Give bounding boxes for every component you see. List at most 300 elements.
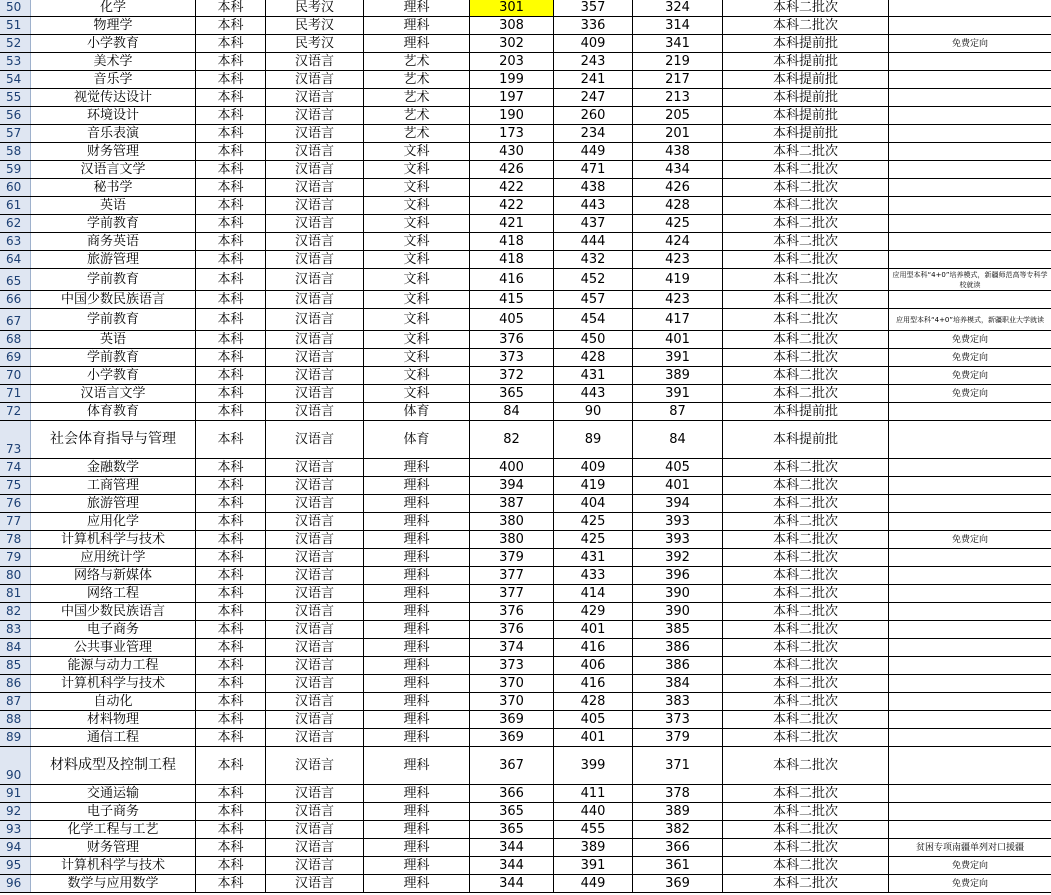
row-header[interactable]: 79 xyxy=(0,549,31,566)
table-row[interactable] xyxy=(0,675,1051,693)
row-header[interactable]: 80 xyxy=(0,567,31,584)
min-score-cell[interactable]: 426 xyxy=(470,161,554,178)
language-cell[interactable]: 汉语言 xyxy=(266,233,364,250)
batch-cell[interactable]: 本科二批次 xyxy=(723,513,889,530)
language-cell[interactable]: 汉语言 xyxy=(266,729,364,746)
level-cell[interactable]: 本科 xyxy=(196,179,266,196)
language-cell[interactable]: 汉语言 xyxy=(266,477,364,494)
row-header[interactable]: 52 xyxy=(0,35,31,52)
level-cell[interactable]: 本科 xyxy=(196,675,266,692)
min-score-cell[interactable]: 379 xyxy=(470,549,554,566)
level-cell[interactable]: 本科 xyxy=(196,785,266,802)
category-cell[interactable]: 理科 xyxy=(364,495,470,512)
category-cell[interactable]: 文科 xyxy=(364,331,470,348)
note-cell[interactable] xyxy=(889,621,1051,638)
avg-score-cell[interactable]: 373 xyxy=(633,711,723,728)
table-row[interactable] xyxy=(0,331,1051,349)
table-row[interactable] xyxy=(0,197,1051,215)
row-header[interactable]: 62 xyxy=(0,215,31,232)
category-cell[interactable]: 理科 xyxy=(364,711,470,728)
max-score-cell[interactable]: 405 xyxy=(554,711,633,728)
batch-cell[interactable]: 本科二批次 xyxy=(723,331,889,348)
table-row[interactable] xyxy=(0,839,1051,857)
major-cell[interactable]: 通信工程 xyxy=(31,729,196,746)
major-cell[interactable]: 物理学 xyxy=(31,17,196,34)
batch-cell[interactable]: 本科二批次 xyxy=(723,215,889,232)
table-row[interactable] xyxy=(0,269,1051,291)
min-score-cell[interactable]: 82 xyxy=(470,421,554,458)
batch-cell[interactable]: 本科二批次 xyxy=(723,567,889,584)
row-header[interactable]: 93 xyxy=(0,821,31,838)
batch-cell[interactable]: 本科二批次 xyxy=(723,385,889,402)
level-cell[interactable]: 本科 xyxy=(196,251,266,268)
max-score-cell[interactable]: 416 xyxy=(554,675,633,692)
row-header[interactable]: 89 xyxy=(0,729,31,746)
row-header[interactable]: 54 xyxy=(0,71,31,88)
row-header[interactable]: 65 xyxy=(0,269,31,290)
min-score-cell[interactable]: 394 xyxy=(470,477,554,494)
level-cell[interactable]: 本科 xyxy=(196,477,266,494)
language-cell[interactable]: 汉语言 xyxy=(266,711,364,728)
table-row[interactable] xyxy=(0,251,1051,269)
language-cell[interactable]: 汉语言 xyxy=(266,331,364,348)
avg-score-cell[interactable]: 423 xyxy=(633,291,723,308)
major-cell[interactable]: 财务管理 xyxy=(31,839,196,856)
level-cell[interactable]: 本科 xyxy=(196,0,266,16)
table-row[interactable] xyxy=(0,125,1051,143)
row-header[interactable]: 90 xyxy=(0,747,31,784)
category-cell[interactable]: 文科 xyxy=(364,215,470,232)
row-header[interactable]: 60 xyxy=(0,179,31,196)
note-cell[interactable] xyxy=(889,233,1051,250)
min-score-cell[interactable]: 308 xyxy=(470,17,554,34)
avg-score-cell[interactable]: 390 xyxy=(633,585,723,602)
avg-score-cell[interactable]: 423 xyxy=(633,251,723,268)
major-cell[interactable]: 应用化学 xyxy=(31,513,196,530)
language-cell[interactable]: 汉语言 xyxy=(266,531,364,548)
level-cell[interactable]: 本科 xyxy=(196,331,266,348)
min-score-cell[interactable]: 344 xyxy=(470,875,554,892)
major-cell[interactable]: 计算机科学与技术 xyxy=(31,857,196,874)
level-cell[interactable]: 本科 xyxy=(196,803,266,820)
min-score-cell[interactable]: 344 xyxy=(470,839,554,856)
level-cell[interactable]: 本科 xyxy=(196,603,266,620)
table-row[interactable] xyxy=(0,349,1051,367)
major-cell[interactable]: 商务英语 xyxy=(31,233,196,250)
language-cell[interactable]: 汉语言 xyxy=(266,803,364,820)
row-header[interactable]: 66 xyxy=(0,291,31,308)
batch-cell[interactable]: 本科二批次 xyxy=(723,603,889,620)
min-score-cell[interactable]: 199 xyxy=(470,71,554,88)
level-cell[interactable]: 本科 xyxy=(196,821,266,838)
category-cell[interactable]: 艺术 xyxy=(364,71,470,88)
avg-score-cell[interactable]: 386 xyxy=(633,639,723,656)
row-header[interactable]: 67 xyxy=(0,309,31,330)
table-row[interactable] xyxy=(0,477,1051,495)
max-score-cell[interactable]: 401 xyxy=(554,621,633,638)
batch-cell[interactable]: 本科提前批 xyxy=(723,53,889,70)
row-header[interactable]: 76 xyxy=(0,495,31,512)
level-cell[interactable]: 本科 xyxy=(196,269,266,290)
avg-score-cell[interactable]: 84 xyxy=(633,421,723,458)
table-row[interactable] xyxy=(0,35,1051,53)
note-cell[interactable] xyxy=(889,803,1051,820)
language-cell[interactable]: 汉语言 xyxy=(266,839,364,856)
avg-score-cell[interactable]: 426 xyxy=(633,179,723,196)
max-score-cell[interactable]: 455 xyxy=(554,821,633,838)
max-score-cell[interactable]: 454 xyxy=(554,309,633,330)
note-cell[interactable]: 免费定向 xyxy=(951,534,988,545)
batch-cell[interactable]: 本科二批次 xyxy=(723,367,889,384)
note-cell[interactable] xyxy=(889,585,1051,602)
batch-cell[interactable]: 本科二批次 xyxy=(723,585,889,602)
row-header[interactable]: 75 xyxy=(0,477,31,494)
major-cell[interactable]: 学前教育 xyxy=(31,309,196,330)
min-score-cell[interactable]: 422 xyxy=(470,179,554,196)
category-cell[interactable]: 艺术 xyxy=(364,89,470,106)
major-cell[interactable]: 中国少数民族语言 xyxy=(31,603,196,620)
row-header[interactable]: 74 xyxy=(0,459,31,476)
avg-score-cell[interactable]: 201 xyxy=(633,125,723,142)
major-cell[interactable]: 网络与新媒体 xyxy=(31,567,196,584)
batch-cell[interactable]: 本科提前批 xyxy=(723,35,889,52)
max-score-cell[interactable]: 450 xyxy=(554,331,633,348)
batch-cell[interactable]: 本科二批次 xyxy=(723,197,889,214)
table-row[interactable] xyxy=(0,857,1051,875)
table-row[interactable] xyxy=(0,0,1051,17)
avg-score-cell[interactable]: 389 xyxy=(633,367,723,384)
table-row[interactable] xyxy=(0,367,1051,385)
table-row[interactable] xyxy=(0,309,1051,331)
note-cell[interactable] xyxy=(889,693,1051,710)
batch-cell[interactable]: 本科二批次 xyxy=(723,477,889,494)
table-row[interactable] xyxy=(0,459,1051,477)
table-row[interactable] xyxy=(0,53,1051,71)
batch-cell[interactable]: 本科二批次 xyxy=(723,531,889,548)
min-score-cell[interactable]: 370 xyxy=(470,675,554,692)
major-cell[interactable]: 美术学 xyxy=(31,53,196,70)
max-score-cell[interactable]: 457 xyxy=(554,291,633,308)
note-cell[interactable]: 贫困专项南疆单列对口援疆 xyxy=(915,842,1024,853)
note-cell[interactable] xyxy=(889,89,1051,106)
max-score-cell[interactable]: 428 xyxy=(554,693,633,710)
language-cell[interactable]: 汉语言 xyxy=(266,385,364,402)
table-row[interactable] xyxy=(0,821,1051,839)
category-cell[interactable]: 理科 xyxy=(364,513,470,530)
avg-score-cell[interactable]: 324 xyxy=(633,0,723,16)
avg-score-cell[interactable]: 401 xyxy=(633,477,723,494)
max-score-cell[interactable]: 404 xyxy=(554,495,633,512)
note-cell[interactable]: 应用型本科“4+0”培养模式，新疆师范高等专科学校就读 xyxy=(892,270,1048,289)
category-cell[interactable]: 理科 xyxy=(364,729,470,746)
language-cell[interactable]: 汉语言 xyxy=(266,349,364,366)
table-row[interactable] xyxy=(0,531,1051,549)
max-score-cell[interactable]: 411 xyxy=(554,785,633,802)
language-cell[interactable]: 汉语言 xyxy=(266,603,364,620)
max-score-cell[interactable]: 449 xyxy=(554,143,633,160)
avg-score-cell[interactable]: 205 xyxy=(633,107,723,124)
table-row[interactable] xyxy=(0,603,1051,621)
min-score-cell[interactable]: 422 xyxy=(470,197,554,214)
language-cell[interactable]: 汉语言 xyxy=(266,747,364,784)
min-score-cell[interactable]: 365 xyxy=(470,821,554,838)
max-score-cell[interactable]: 336 xyxy=(554,17,633,34)
category-cell[interactable]: 理科 xyxy=(364,585,470,602)
major-cell[interactable]: 交通运输 xyxy=(31,785,196,802)
table-row[interactable] xyxy=(0,639,1051,657)
table-row[interactable] xyxy=(0,71,1051,89)
max-score-cell[interactable]: 437 xyxy=(554,215,633,232)
note-cell[interactable] xyxy=(889,603,1051,620)
batch-cell[interactable]: 本科二批次 xyxy=(723,711,889,728)
note-cell[interactable]: 应用型本科“4+0”培养模式，新疆职业大学就读 xyxy=(895,315,1045,324)
table-row[interactable] xyxy=(0,161,1051,179)
avg-score-cell[interactable]: 361 xyxy=(633,857,723,874)
min-score-cell[interactable]: 84 xyxy=(470,403,554,420)
language-cell[interactable]: 汉语言 xyxy=(266,821,364,838)
note-cell[interactable] xyxy=(889,107,1051,124)
row-header[interactable]: 92 xyxy=(0,803,31,820)
major-cell[interactable]: 汉语言文学 xyxy=(31,385,196,402)
table-row[interactable] xyxy=(0,785,1051,803)
language-cell[interactable]: 汉语言 xyxy=(266,71,364,88)
language-cell[interactable]: 汉语言 xyxy=(266,143,364,160)
max-score-cell[interactable]: 438 xyxy=(554,179,633,196)
min-score-cell[interactable]: 365 xyxy=(470,385,554,402)
note-cell[interactable] xyxy=(889,0,1051,16)
major-cell[interactable]: 财务管理 xyxy=(31,143,196,160)
batch-cell[interactable]: 本科二批次 xyxy=(723,729,889,746)
major-cell[interactable]: 汉语言文学 xyxy=(31,161,196,178)
row-header[interactable]: 81 xyxy=(0,585,31,602)
language-cell[interactable]: 汉语言 xyxy=(266,639,364,656)
avg-score-cell[interactable]: 369 xyxy=(633,875,723,892)
category-cell[interactable]: 理科 xyxy=(364,0,470,16)
table-row[interactable] xyxy=(0,179,1051,197)
max-score-cell[interactable]: 440 xyxy=(554,803,633,820)
level-cell[interactable]: 本科 xyxy=(196,385,266,402)
row-header[interactable]: 53 xyxy=(0,53,31,70)
batch-cell[interactable]: 本科二批次 xyxy=(723,621,889,638)
language-cell[interactable]: 汉语言 xyxy=(266,693,364,710)
major-cell[interactable]: 材料成型及控制工程 xyxy=(31,747,196,784)
major-cell[interactable]: 中国少数民族语言 xyxy=(31,291,196,308)
language-cell[interactable]: 民考汉 xyxy=(266,17,364,34)
note-cell[interactable] xyxy=(889,251,1051,268)
category-cell[interactable]: 理科 xyxy=(364,785,470,802)
avg-score-cell[interactable]: 393 xyxy=(633,513,723,530)
max-score-cell[interactable]: 429 xyxy=(554,603,633,620)
language-cell[interactable]: 汉语言 xyxy=(266,53,364,70)
level-cell[interactable]: 本科 xyxy=(196,349,266,366)
min-score-cell[interactable]: 373 xyxy=(470,349,554,366)
avg-score-cell[interactable]: 217 xyxy=(633,71,723,88)
avg-score-cell[interactable]: 389 xyxy=(633,803,723,820)
max-score-cell[interactable]: 431 xyxy=(554,367,633,384)
min-score-cell[interactable]: 302 xyxy=(470,35,554,52)
row-header[interactable]: 72 xyxy=(0,403,31,420)
row-header[interactable]: 94 xyxy=(0,839,31,856)
language-cell[interactable]: 民考汉 xyxy=(266,0,364,16)
note-cell[interactable] xyxy=(889,711,1051,728)
table-row[interactable] xyxy=(0,513,1051,531)
major-cell[interactable]: 计算机科学与技术 xyxy=(31,675,196,692)
batch-cell[interactable]: 本科二批次 xyxy=(723,803,889,820)
avg-score-cell[interactable]: 341 xyxy=(633,35,723,52)
major-cell[interactable]: 旅游管理 xyxy=(31,251,196,268)
table-row[interactable] xyxy=(0,803,1051,821)
avg-score-cell[interactable]: 371 xyxy=(633,747,723,784)
row-header[interactable]: 61 xyxy=(0,197,31,214)
batch-cell[interactable]: 本科二批次 xyxy=(723,857,889,874)
level-cell[interactable]: 本科 xyxy=(196,107,266,124)
avg-score-cell[interactable]: 425 xyxy=(633,215,723,232)
avg-score-cell[interactable]: 385 xyxy=(633,621,723,638)
language-cell[interactable]: 汉语言 xyxy=(266,89,364,106)
level-cell[interactable]: 本科 xyxy=(196,839,266,856)
min-score-cell[interactable]: 370 xyxy=(470,693,554,710)
category-cell[interactable]: 文科 xyxy=(364,161,470,178)
min-score-cell[interactable]: 415 xyxy=(470,291,554,308)
max-score-cell[interactable]: 409 xyxy=(554,35,633,52)
level-cell[interactable]: 本科 xyxy=(196,567,266,584)
max-score-cell[interactable]: 432 xyxy=(554,251,633,268)
note-cell[interactable] xyxy=(889,785,1051,802)
major-cell[interactable]: 小学教育 xyxy=(31,35,196,52)
note-cell[interactable]: 免费定向 xyxy=(951,38,988,49)
row-header[interactable]: 83 xyxy=(0,621,31,638)
level-cell[interactable]: 本科 xyxy=(196,693,266,710)
avg-score-cell[interactable]: 419 xyxy=(633,269,723,290)
min-score-cell[interactable]: 400 xyxy=(470,459,554,476)
min-score-cell[interactable]: 365 xyxy=(470,803,554,820)
category-cell[interactable]: 理科 xyxy=(364,857,470,874)
major-cell[interactable]: 学前教育 xyxy=(31,215,196,232)
row-header[interactable]: 95 xyxy=(0,857,31,874)
batch-cell[interactable]: 本科二批次 xyxy=(723,291,889,308)
category-cell[interactable]: 理科 xyxy=(364,603,470,620)
note-cell[interactable]: 免费定向 xyxy=(951,388,988,399)
table-row[interactable] xyxy=(0,657,1051,675)
batch-cell[interactable]: 本科二批次 xyxy=(723,251,889,268)
level-cell[interactable]: 本科 xyxy=(196,215,266,232)
level-cell[interactable]: 本科 xyxy=(196,459,266,476)
note-cell[interactable] xyxy=(889,513,1051,530)
level-cell[interactable]: 本科 xyxy=(196,711,266,728)
min-score-cell[interactable]: 405 xyxy=(470,309,554,330)
max-score-cell[interactable]: 419 xyxy=(554,477,633,494)
category-cell[interactable]: 文科 xyxy=(364,251,470,268)
batch-cell[interactable]: 本科提前批 xyxy=(723,125,889,142)
row-header[interactable]: 57 xyxy=(0,125,31,142)
row-header[interactable]: 64 xyxy=(0,251,31,268)
avg-score-cell[interactable]: 417 xyxy=(633,309,723,330)
table-row[interactable] xyxy=(0,621,1051,639)
min-score-cell[interactable]: 373 xyxy=(470,657,554,674)
table-row[interactable] xyxy=(0,107,1051,125)
table-row[interactable] xyxy=(0,693,1051,711)
level-cell[interactable]: 本科 xyxy=(196,585,266,602)
category-cell[interactable]: 艺术 xyxy=(364,107,470,124)
category-cell[interactable]: 文科 xyxy=(364,233,470,250)
batch-cell[interactable]: 本科二批次 xyxy=(723,179,889,196)
max-score-cell[interactable]: 471 xyxy=(554,161,633,178)
note-cell[interactable] xyxy=(889,71,1051,88)
table-row[interactable] xyxy=(0,215,1051,233)
level-cell[interactable]: 本科 xyxy=(196,875,266,892)
category-cell[interactable]: 理科 xyxy=(364,477,470,494)
major-cell[interactable]: 电子商务 xyxy=(31,803,196,820)
major-cell[interactable]: 电子商务 xyxy=(31,621,196,638)
min-score-cell[interactable]: 376 xyxy=(470,331,554,348)
max-score-cell[interactable]: 433 xyxy=(554,567,633,584)
min-score-cell[interactable]: 430 xyxy=(470,143,554,160)
min-score-cell[interactable]: 366 xyxy=(470,785,554,802)
major-cell[interactable]: 数学与应用数学 xyxy=(31,875,196,892)
level-cell[interactable]: 本科 xyxy=(196,657,266,674)
level-cell[interactable]: 本科 xyxy=(196,89,266,106)
max-score-cell[interactable]: 389 xyxy=(554,839,633,856)
min-score-cell[interactable]: 301 xyxy=(470,0,554,16)
note-cell[interactable]: 免费定向 xyxy=(951,878,988,889)
table-row[interactable] xyxy=(0,403,1051,421)
row-header[interactable]: 84 xyxy=(0,639,31,656)
note-cell[interactable] xyxy=(889,459,1051,476)
level-cell[interactable]: 本科 xyxy=(196,291,266,308)
max-score-cell[interactable]: 391 xyxy=(554,857,633,874)
avg-score-cell[interactable]: 378 xyxy=(633,785,723,802)
avg-score-cell[interactable]: 314 xyxy=(633,17,723,34)
note-cell[interactable] xyxy=(889,567,1051,584)
note-cell[interactable] xyxy=(889,477,1051,494)
avg-score-cell[interactable]: 405 xyxy=(633,459,723,476)
table-row[interactable] xyxy=(0,89,1051,107)
category-cell[interactable]: 文科 xyxy=(364,309,470,330)
batch-cell[interactable]: 本科二批次 xyxy=(723,657,889,674)
note-cell[interactable] xyxy=(889,143,1051,160)
language-cell[interactable]: 汉语言 xyxy=(266,269,364,290)
language-cell[interactable]: 民考汉 xyxy=(266,35,364,52)
max-score-cell[interactable]: 416 xyxy=(554,639,633,656)
table-row[interactable] xyxy=(0,495,1051,513)
batch-cell[interactable]: 本科提前批 xyxy=(723,107,889,124)
batch-cell[interactable]: 本科提前批 xyxy=(723,421,889,458)
max-score-cell[interactable]: 428 xyxy=(554,349,633,366)
max-score-cell[interactable]: 431 xyxy=(554,549,633,566)
batch-cell[interactable]: 本科二批次 xyxy=(723,0,889,16)
row-header[interactable]: 78 xyxy=(0,531,31,548)
category-cell[interactable]: 艺术 xyxy=(364,125,470,142)
level-cell[interactable]: 本科 xyxy=(196,403,266,420)
major-cell[interactable]: 工商管理 xyxy=(31,477,196,494)
min-score-cell[interactable]: 421 xyxy=(470,215,554,232)
category-cell[interactable]: 文科 xyxy=(364,197,470,214)
language-cell[interactable]: 汉语言 xyxy=(266,291,364,308)
min-score-cell[interactable]: 190 xyxy=(470,107,554,124)
category-cell[interactable]: 理科 xyxy=(364,35,470,52)
note-cell[interactable] xyxy=(889,747,1051,784)
level-cell[interactable]: 本科 xyxy=(196,161,266,178)
category-cell[interactable]: 艺术 xyxy=(364,53,470,70)
note-cell[interactable] xyxy=(889,17,1051,34)
avg-score-cell[interactable]: 392 xyxy=(633,549,723,566)
level-cell[interactable]: 本科 xyxy=(196,747,266,784)
note-cell[interactable]: 免费定向 xyxy=(951,860,988,871)
max-score-cell[interactable]: 409 xyxy=(554,459,633,476)
row-header[interactable]: 69 xyxy=(0,349,31,366)
min-score-cell[interactable]: 377 xyxy=(470,585,554,602)
batch-cell[interactable]: 本科二批次 xyxy=(723,269,889,290)
